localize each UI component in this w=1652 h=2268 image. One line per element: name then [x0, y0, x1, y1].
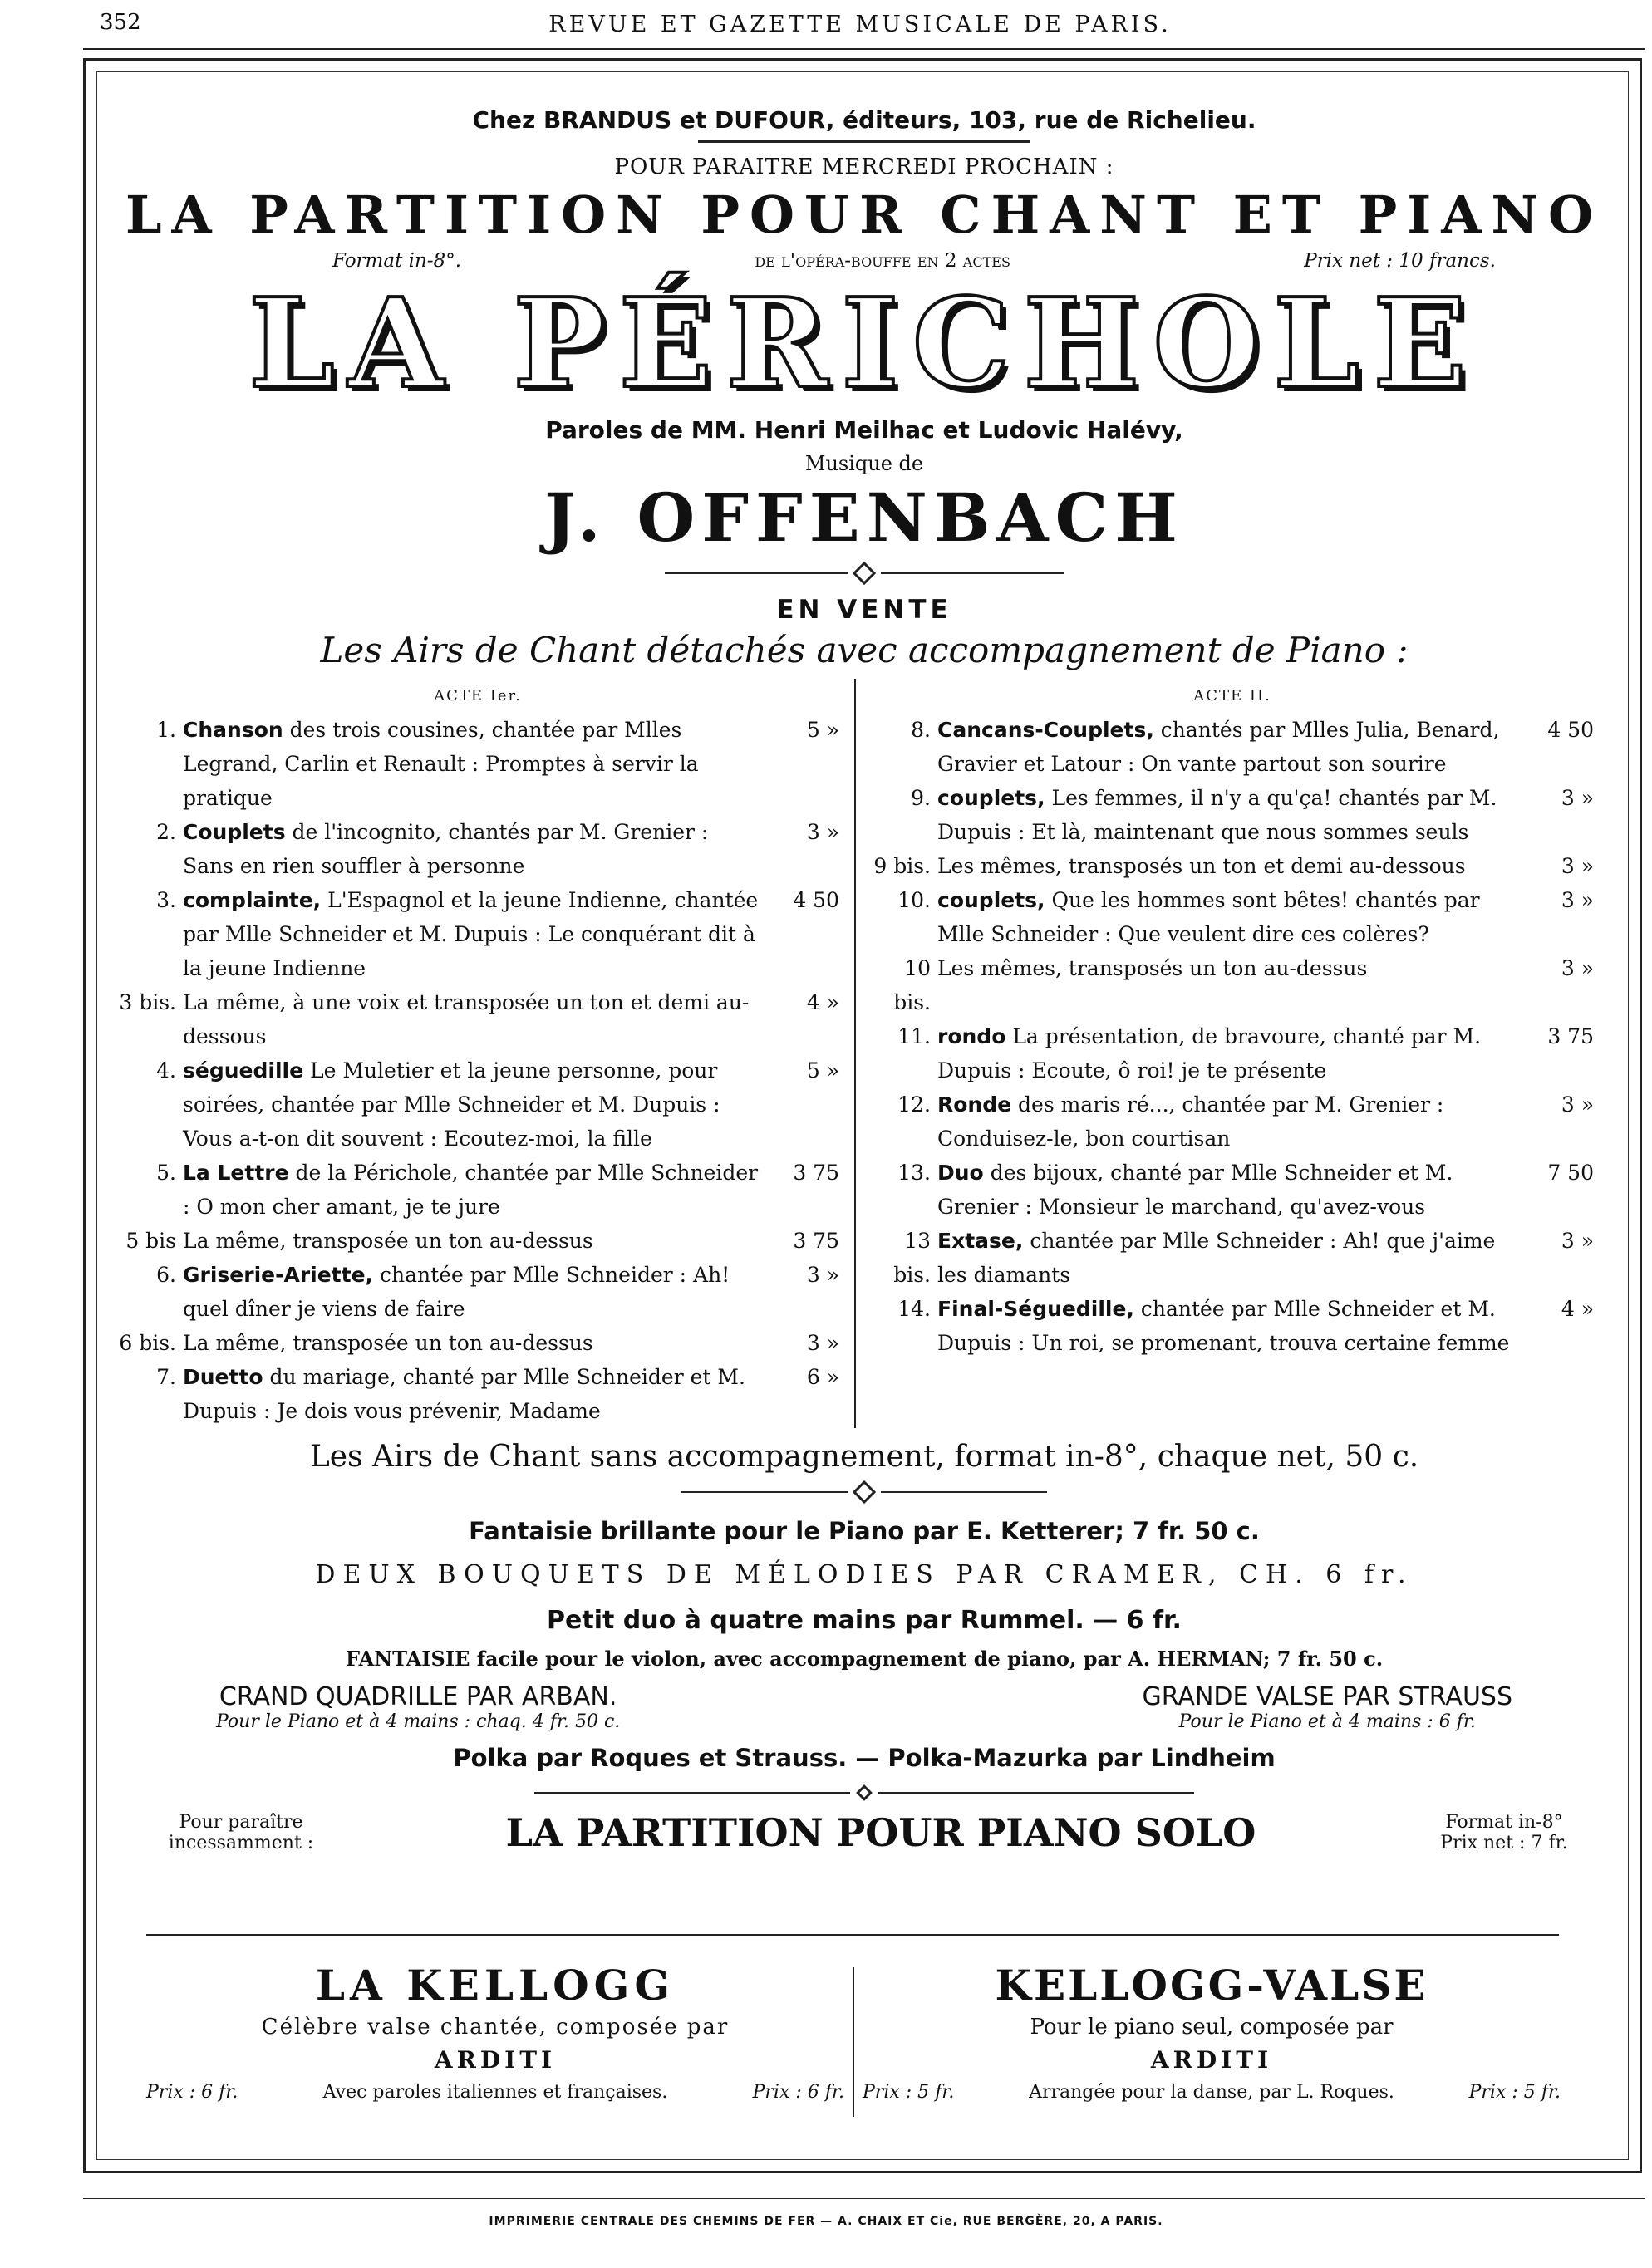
journal-title: REVUE ET GAZETTE MUSICALE DE PARIS. [548, 12, 1172, 37]
air-title: Duetto [183, 1365, 263, 1389]
air-detail: Les mêmes, transposés un ton et demi au-dessous [937, 854, 1466, 878]
air-description [183, 985, 765, 1053]
price-net: Prix net : 10 francs. [1304, 250, 1496, 272]
air-entry [116, 713, 839, 815]
opera-line: de l'opéra-bouffe en 2 actes [755, 250, 1010, 272]
air-detail: de la Périchole, chantée par Mlle Schneider : O mon cher amant, je te jure [183, 1161, 759, 1219]
air-price: 3 » [1561, 854, 1594, 878]
kellogg-valse-note: Arrangée pour la danse, par L. Roques. [1029, 2082, 1394, 2103]
air-number: 11. [897, 1024, 931, 1048]
air-entry [116, 883, 839, 985]
kellogg-price-2: Prix : 6 fr. [752, 2082, 844, 2103]
air-entry [871, 1087, 1594, 1156]
air-detail: chantée par Mlle Schneider : Ah! que j'aime les diamants [937, 1229, 1496, 1287]
imprint: IMPRIMERIE CENTRALE DES CHEMINS DE FER — A. CHAIX ET Cie, RUE BERGÈRE, 20, A PARIS. [489, 2215, 1163, 2228]
air-price: 3 » [1561, 956, 1594, 980]
page-number: 352 [100, 10, 141, 35]
air-title: Cancans-Couplets, [937, 718, 1154, 742]
air-price: 5 » [806, 718, 839, 742]
air-number: 12. [897, 1092, 931, 1117]
air-number: 10 bis. [893, 956, 931, 1014]
kellogg-divider [853, 1967, 854, 2117]
air-number: 4. [156, 1058, 176, 1082]
air-title: Chanson [183, 718, 283, 742]
solo-left: Pour paraître incessamment : [168, 1812, 314, 1853]
air-price: 3 » [1561, 786, 1594, 810]
solo-right: Format in-8° Prix net : 7 fr. [1440, 1812, 1568, 1853]
kellogg-note: Avec paroles italiennes et françaises. [322, 2082, 668, 2103]
air-entry [116, 1258, 839, 1326]
kellogg-box [146, 1951, 1559, 2117]
air-description [937, 1156, 1519, 1224]
air-price: 3 75 [793, 1161, 839, 1185]
air-description [183, 883, 765, 985]
air-number: 13 bis. [893, 1229, 931, 1287]
air-entry [116, 1156, 839, 1224]
air-detail: des trois cousines, chantée par Mlles Legrand, Carlin et Renault : Promptes à servir la pratique [183, 718, 699, 810]
column-divider [854, 679, 856, 1428]
air-description [937, 713, 1519, 781]
advertisement [116, 91, 1612, 1855]
air-description [183, 1156, 765, 1224]
air-entry [116, 1224, 839, 1258]
air-entry [871, 1156, 1594, 1224]
air-entry [871, 1292, 1594, 1360]
air-description [183, 1224, 765, 1258]
air-price: 3 75 [793, 1229, 839, 1253]
wavy-divider [116, 140, 1612, 143]
acte-2-column [871, 679, 1594, 1428]
composer-name: J. OFFENBACH [544, 479, 1184, 557]
air-price: 4 50 [1547, 718, 1594, 742]
air-number: 6 bis. [119, 1331, 176, 1355]
kellogg-valse-price-1: Prix : 5 fr. [863, 2082, 955, 2103]
air-description [937, 1019, 1519, 1087]
airs-sans-line: Les Airs de Chant sans accompagnement, format in-8°, chaque net, 50 c. [309, 1440, 1419, 1474]
top-rule [83, 48, 1645, 50]
air-description [183, 1258, 765, 1326]
air-description [937, 1087, 1519, 1156]
air-title: complainte, [183, 888, 322, 912]
air-entry [116, 815, 839, 883]
air-number: 9 bis. [873, 854, 931, 878]
air-entry [116, 1326, 839, 1360]
air-description [937, 883, 1519, 951]
air-number: 5 bis [125, 1229, 176, 1253]
air-title: La Lettre [183, 1161, 289, 1185]
announce-line: POUR PARAITRE MERCREDI PROCHAIN : [614, 155, 1114, 179]
kellogg-composer: ARDITI [434, 2046, 557, 2074]
air-price: 6 » [806, 1365, 839, 1389]
kellogg-right [863, 1951, 1561, 2103]
air-description [937, 1224, 1519, 1292]
air-price: 3 » [1561, 888, 1594, 912]
air-entry [871, 713, 1594, 781]
publisher-line: Chez BRANDUS et DUFOUR, éditeurs, 103, rue de Richelieu. [472, 106, 1256, 134]
petit-duo: Petit duo à quatre mains par Rummel. — 6 fr. [547, 1606, 1182, 1635]
air-title: Extase, [937, 1229, 1024, 1253]
air-title: couplets, [937, 786, 1045, 810]
air-title: Couplets [183, 820, 286, 844]
music-by: Musique de [804, 452, 924, 475]
air-number: 9. [911, 786, 931, 810]
acte-1-label: ACTE Ier. [434, 687, 522, 704]
air-price: 5 » [806, 1058, 839, 1082]
air-number: 7. [156, 1365, 176, 1389]
air-price: 3 » [806, 1263, 839, 1287]
air-detail: des maris ré..., chantée par M. Grenier : Conduisez-le, bon courtisan [937, 1092, 1444, 1151]
air-entry [871, 849, 1594, 883]
airs-list [116, 679, 1612, 1428]
air-price: 3 » [1561, 1092, 1594, 1117]
running-head [79, 7, 1641, 40]
air-detail: chantée par Mlle Schneider : Ah! quel dîner je viens de faire [183, 1263, 730, 1321]
kellogg-valse-price-2: Prix : 5 fr. [1468, 2082, 1561, 2103]
air-detail: Les femmes, il n'y a qu'ça! chantés par M. Dupuis : Et là, maintenant que nous sommes seuls [937, 786, 1497, 844]
air-detail: La présentation, de bravoure, chanté par M. Dupuis : Ecoute, ô roi! je te présente [937, 1024, 1482, 1082]
air-entry [116, 1053, 839, 1156]
acte-1-column [116, 679, 839, 1428]
en-vente: EN VENTE [776, 595, 952, 625]
air-title: couplets, [937, 888, 1045, 912]
air-number: 6. [156, 1263, 176, 1287]
fantaisie-piano: Fantaisie brillante pour le Piano par E. Ketterer; 7 fr. 50 c. [469, 1517, 1260, 1545]
air-entry [116, 1360, 839, 1428]
air-number: 13. [897, 1161, 931, 1185]
librettists: Paroles de MM. Henri Meilhac et Ludovic Halévy, [545, 416, 1183, 444]
air-detail: du mariage, chanté par Mlle Schneider et M. Dupuis : Je dois vous prévenir, Madame [183, 1365, 745, 1423]
work-title: LA PÉRICHOLE [248, 271, 1481, 415]
air-detail: des bijoux, chanté par Mlle Schneider et M. Grenier : Monsieur le marchand, qu'avez-vous [937, 1161, 1453, 1219]
air-price: 4 » [1561, 1297, 1594, 1321]
quadrille-title: CRAND QUADRILLE PAR ARBAN. [219, 1682, 617, 1711]
valse-title: GRANDE VALSE PAR STRAUSS [1142, 1682, 1512, 1711]
air-number: 1. [156, 718, 176, 742]
air-number: 5. [156, 1161, 176, 1185]
air-description [937, 1292, 1519, 1360]
air-detail: Que les hommes sont bêtes! chantés par Mlle Schneider : Que veulent dire ces colères? [937, 888, 1480, 946]
air-entry [116, 985, 839, 1053]
air-title: rondo [937, 1024, 1006, 1048]
air-price: 3 » [1561, 1229, 1594, 1253]
air-number: 2. [156, 820, 176, 844]
air-detail: Les mêmes, transposés un ton au-dessus [937, 956, 1368, 980]
air-description [937, 951, 1519, 1019]
air-price: 4 50 [793, 888, 839, 912]
air-description [183, 1360, 765, 1428]
format-note: Format in-8°. [332, 250, 462, 272]
air-detail: L'Espagnol et la jeune Indienne, chantée par Mlle Schneider et M. Dupuis : Le conquérant dit à la jeune Indienne [183, 888, 759, 980]
air-detail: chantés par Mlles Julia, Benard, Gravier et Latour : On vante partout son sourire [937, 718, 1500, 776]
quadrille-sub: Pour le Piano et à 4 mains : chaq. 4 fr. 50 c. [216, 1711, 621, 1732]
air-title: séguedille [183, 1058, 304, 1082]
air-entry [871, 1019, 1594, 1087]
air-number: 3. [156, 888, 176, 912]
bottom-rule [146, 1934, 1559, 1936]
fantaisie-violon: FANTAISIE facile pour le violon, avec accompagnement de piano, par A. HERMAN; 7 fr. 50 c. [345, 1647, 1384, 1671]
air-description [183, 1326, 765, 1360]
ornament-divider [116, 565, 1612, 582]
solo-title: LA PARTITION POUR PIANO SOLO [505, 1810, 1256, 1855]
air-title: Griserie-Ariette, [183, 1263, 374, 1287]
air-entry [871, 883, 1594, 951]
air-detail: Le Muletier et la jeune personne, pour soirées, chantée par Mlle Schneider et M. Dupuis : Vous a-t-on dit souvent : Ecoutez-moi, la fille [183, 1058, 720, 1151]
acte-2-label: ACTE II. [1193, 687, 1271, 704]
air-description [937, 849, 1519, 883]
air-price: 3 75 [1547, 1024, 1594, 1048]
air-title: Final-Séguedille, [937, 1297, 1134, 1321]
valse-sub: Pour le Piano et à 4 mains : 6 fr. [1178, 1711, 1476, 1732]
air-description [183, 713, 765, 815]
air-description [183, 815, 765, 883]
air-detail: La même, à une voix et transposée un ton et demi au-dessous [183, 990, 750, 1048]
air-number: 10. [897, 888, 931, 912]
air-description [183, 1053, 765, 1156]
air-price: 4 » [806, 990, 839, 1014]
polka-line: Polka par Roques et Strauss. — Polka-Mazurka par Lindheim [453, 1744, 1276, 1772]
airs-heading: Les Airs de Chant détachés avec accompagnement de Piano : [320, 630, 1409, 670]
air-entry [871, 951, 1594, 1019]
air-number: 8. [911, 718, 931, 742]
air-detail: chantée par Mlle Schneider et M. Dupuis : Un roi, se promenant, trouva certaine femme [937, 1297, 1510, 1355]
ornament-divider-2 [116, 1484, 1612, 1500]
air-detail: La même, transposée un ton au-dessus [183, 1229, 593, 1253]
kellogg-left [146, 1951, 844, 2103]
kellogg-price-1: Prix : 6 fr. [146, 2082, 238, 2103]
air-title: Duo [937, 1161, 984, 1185]
bouquets-line: DEUX BOUQUETS DE MÉLODIES PAR CRAMER, CH. 6 fr. [315, 1560, 1414, 1589]
air-detail: La même, transposée un ton au-dessus [183, 1331, 593, 1355]
kellogg-valse-title: KELLOGG-VALSE [995, 1961, 1428, 2010]
kellogg-desc: Célèbre valse chantée, composée par [261, 2015, 730, 2040]
air-number: 14. [897, 1297, 931, 1321]
kellogg-valse-desc: Pour le piano seul, composée par [1030, 2015, 1394, 2040]
ornament-divider-3 [116, 1787, 1612, 1799]
air-entry [871, 1224, 1594, 1292]
footer-rule [83, 2197, 1645, 2199]
air-title: Ronde [937, 1092, 1012, 1117]
kellogg-valse-composer: ARDITI [1150, 2046, 1273, 2074]
air-number: 3 bis. [119, 990, 176, 1014]
air-entry [871, 781, 1594, 849]
kellogg-title: LA KELLOGG [315, 1961, 676, 2010]
air-price: 3 » [806, 1331, 839, 1355]
air-price: 7 50 [1547, 1161, 1594, 1185]
air-price: 3 » [806, 820, 839, 844]
air-detail: de l'incognito, chantés par M. Grenier : Sans en rien souffler à personne [183, 820, 709, 878]
air-description [937, 781, 1519, 849]
partition-title: LA PARTITION POUR CHANT ET PIANO [125, 184, 1604, 245]
